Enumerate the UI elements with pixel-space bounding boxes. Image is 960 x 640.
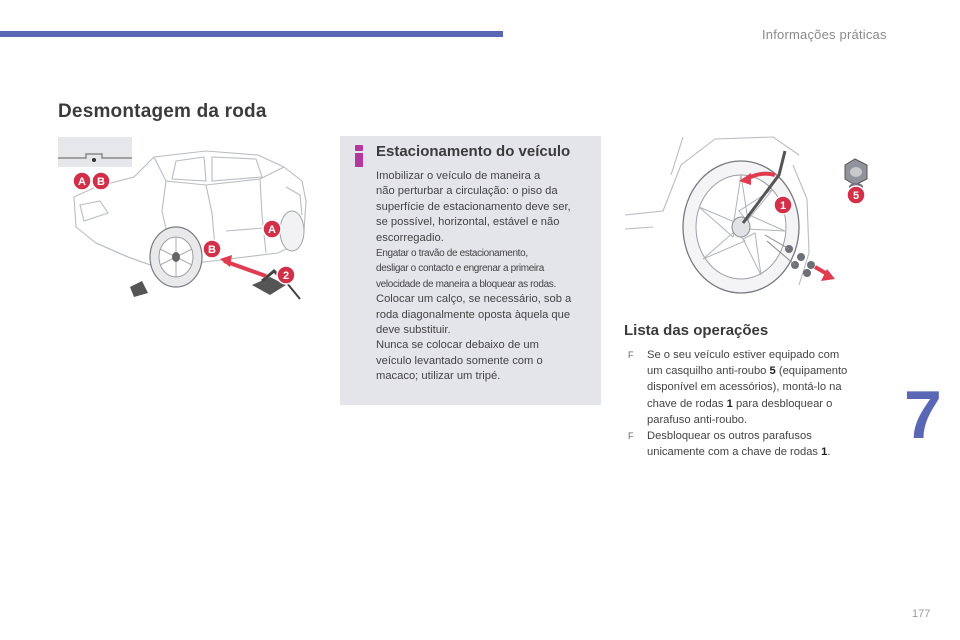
- op-line: parafuso anti-roubo.: [647, 413, 748, 426]
- svg-text:B: B: [208, 244, 216, 256]
- info-p1-line: superfície de estacionamento deve ser,: [376, 200, 571, 213]
- wheel-bolts-illustration: [623, 135, 881, 295]
- info-p4-line: veículo levantado somente com o: [376, 354, 543, 367]
- info-p1-line: Imobilizar o veículo de maneira a: [376, 170, 541, 182]
- info-p3-line: deve substituir.: [376, 324, 451, 337]
- svg-text:A: A: [78, 176, 86, 188]
- operations-list: [628, 347, 878, 460]
- list-item: [628, 347, 878, 428]
- info-p2-line: velocidade de maneira a bloquear as rodas.: [376, 278, 556, 290]
- info-p2-line: desligar o contacto e engrenar a primeira: [376, 263, 544, 275]
- op-line: disponível em acessórios), montá-lo na: [647, 381, 842, 394]
- list-item: [628, 428, 878, 460]
- page-title: Desmontagem da roda: [58, 101, 267, 122]
- op-line: Se o seu veículo estiver equipado com: [647, 349, 840, 361]
- op-line: um casquilho anti-roubo 5 (equipamento: [647, 365, 848, 378]
- wheel-chock: [130, 281, 148, 297]
- info-p1-line: não perturbar a circulação: o piso da: [376, 185, 558, 198]
- marker-1: [774, 196, 792, 214]
- front-wheel: [280, 211, 304, 251]
- marker-a-top: [73, 172, 91, 190]
- op-line: Desbloquear os outros parafusos: [647, 430, 812, 443]
- info-p1-line: escorregadio.: [376, 231, 444, 244]
- info-p1-line: se possível, horizontal, estável e não: [376, 216, 560, 229]
- info-p4-line: macaco; utilizar um tripé.: [376, 370, 501, 383]
- svg-text:1: 1: [779, 200, 787, 212]
- lifted-wheel: [150, 227, 202, 287]
- info-icon: [354, 145, 364, 167]
- info-box-title: Estacionamento do veículo: [376, 143, 571, 160]
- marker-5: [847, 186, 865, 204]
- svg-text:A: A: [268, 224, 276, 236]
- info-p4-line: Nunca se colocar debaixo de um: [376, 339, 539, 352]
- svg-text:B: B: [97, 176, 105, 188]
- header-section-title: Informações práticas: [762, 27, 887, 42]
- chapter-number: 7: [904, 377, 942, 453]
- header-accent-bar: [0, 31, 503, 37]
- car-jack-illustration: [56, 135, 326, 305]
- page-number: 177: [912, 608, 931, 620]
- sill-inset-panel: [58, 137, 132, 167]
- info-p3-line: roda diagonalmente oposta àquela que: [376, 308, 571, 321]
- svg-text:2: 2: [282, 270, 290, 282]
- bullet-icon: F: [628, 431, 634, 442]
- marker-b-side: [203, 240, 221, 258]
- svg-text:5: 5: [852, 190, 860, 202]
- operations-title: Lista das operações: [624, 322, 769, 339]
- op-line: chave de rodas 1 para desbloquear o: [647, 397, 833, 410]
- marker-2: [277, 266, 295, 284]
- info-box-body: [376, 169, 596, 385]
- info-box-parking: [340, 136, 601, 405]
- bullet-icon: F: [628, 350, 634, 360]
- info-p2-line: Engatar o travão de estacionamento,: [376, 248, 528, 260]
- op-line: unicamente com a chave de rodas 1.: [647, 446, 831, 459]
- marker-a-side: [263, 220, 281, 238]
- info-p3-line: Colocar um calço, se necessário, sob a: [376, 293, 572, 306]
- sill-jack-point: [92, 158, 96, 162]
- marker-b-top: [92, 172, 110, 190]
